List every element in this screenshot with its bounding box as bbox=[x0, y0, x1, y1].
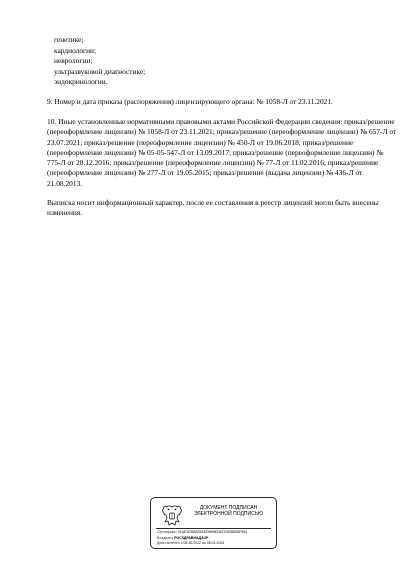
validity-label: Действителен bbox=[157, 541, 180, 546]
certificate-value: 01AE1EDB825AED9B9EDECE5058D8F984 bbox=[177, 530, 248, 534]
validity-row bbox=[157, 541, 273, 547]
list-item: эндокринологии. bbox=[54, 77, 108, 87]
stamp-divider bbox=[156, 528, 271, 529]
coat-of-arms-icon bbox=[161, 504, 183, 528]
medical-profile-list bbox=[54, 35, 145, 88]
list-item: генетике; bbox=[54, 35, 84, 44]
order-number-paragraph: 9. Номер и дата приказа (распоряжения) лицензирующего органа: № 1058-Л от 23.11.2021. bbox=[47, 97, 333, 106]
certificate-label: Сертификат bbox=[157, 530, 177, 534]
owner-value: РОСЗДРАВНАДЗОР bbox=[174, 535, 209, 540]
stamp-title-line: ЭЛЕКТРОННОЙ ПОДПИСЬЮ bbox=[193, 511, 264, 518]
list-item: неврологии; bbox=[54, 56, 93, 66]
stamp-title bbox=[181, 505, 276, 517]
validity-value: с 05.10.2022 по 05.01.2024 bbox=[180, 541, 225, 546]
list-item: ультразвуковой диагностике; bbox=[54, 66, 146, 76]
list-item: кардиологии; bbox=[54, 45, 97, 55]
stamp-details bbox=[157, 530, 273, 547]
stamp-title-line: ДОКУМЕНТ ПОДПИСАН bbox=[199, 505, 258, 511]
owner-label: Владелец bbox=[157, 535, 174, 540]
electronic-signature-stamp bbox=[150, 497, 277, 549]
disclaimer-paragraph: Выписка носит информационный характер, после ее составления в реестр лицензий могли быть внесены изменения. bbox=[47, 198, 379, 218]
other-details-paragraph: 10. Иные установленные нормативными правовыми актами Российской Федерации сведения: приказ/решение (переоформление лицензии) № 1058-Л от 23.11.2021; приказ/решение (переоформление лицензии) № 657-Л от 23.07.2021; приказ/решение (переоформление лицензии) № 450-Л от 19.06.2018; приказ/решение (переоформление лицензии) № 05-05-547-Л от 13.09.2017; приказ/решение (переоформление лицензии) № 775-Л от 28.12.2016; приказ/решение (переоформление лицензии) № 77-Л от 11.02.2016; приказ/решение (переоформление лицензии) № 277-Л от 19.05.2015; приказ/решение (выдача лицензии) № 436-Л от 21.08.2013. bbox=[47, 117, 397, 188]
